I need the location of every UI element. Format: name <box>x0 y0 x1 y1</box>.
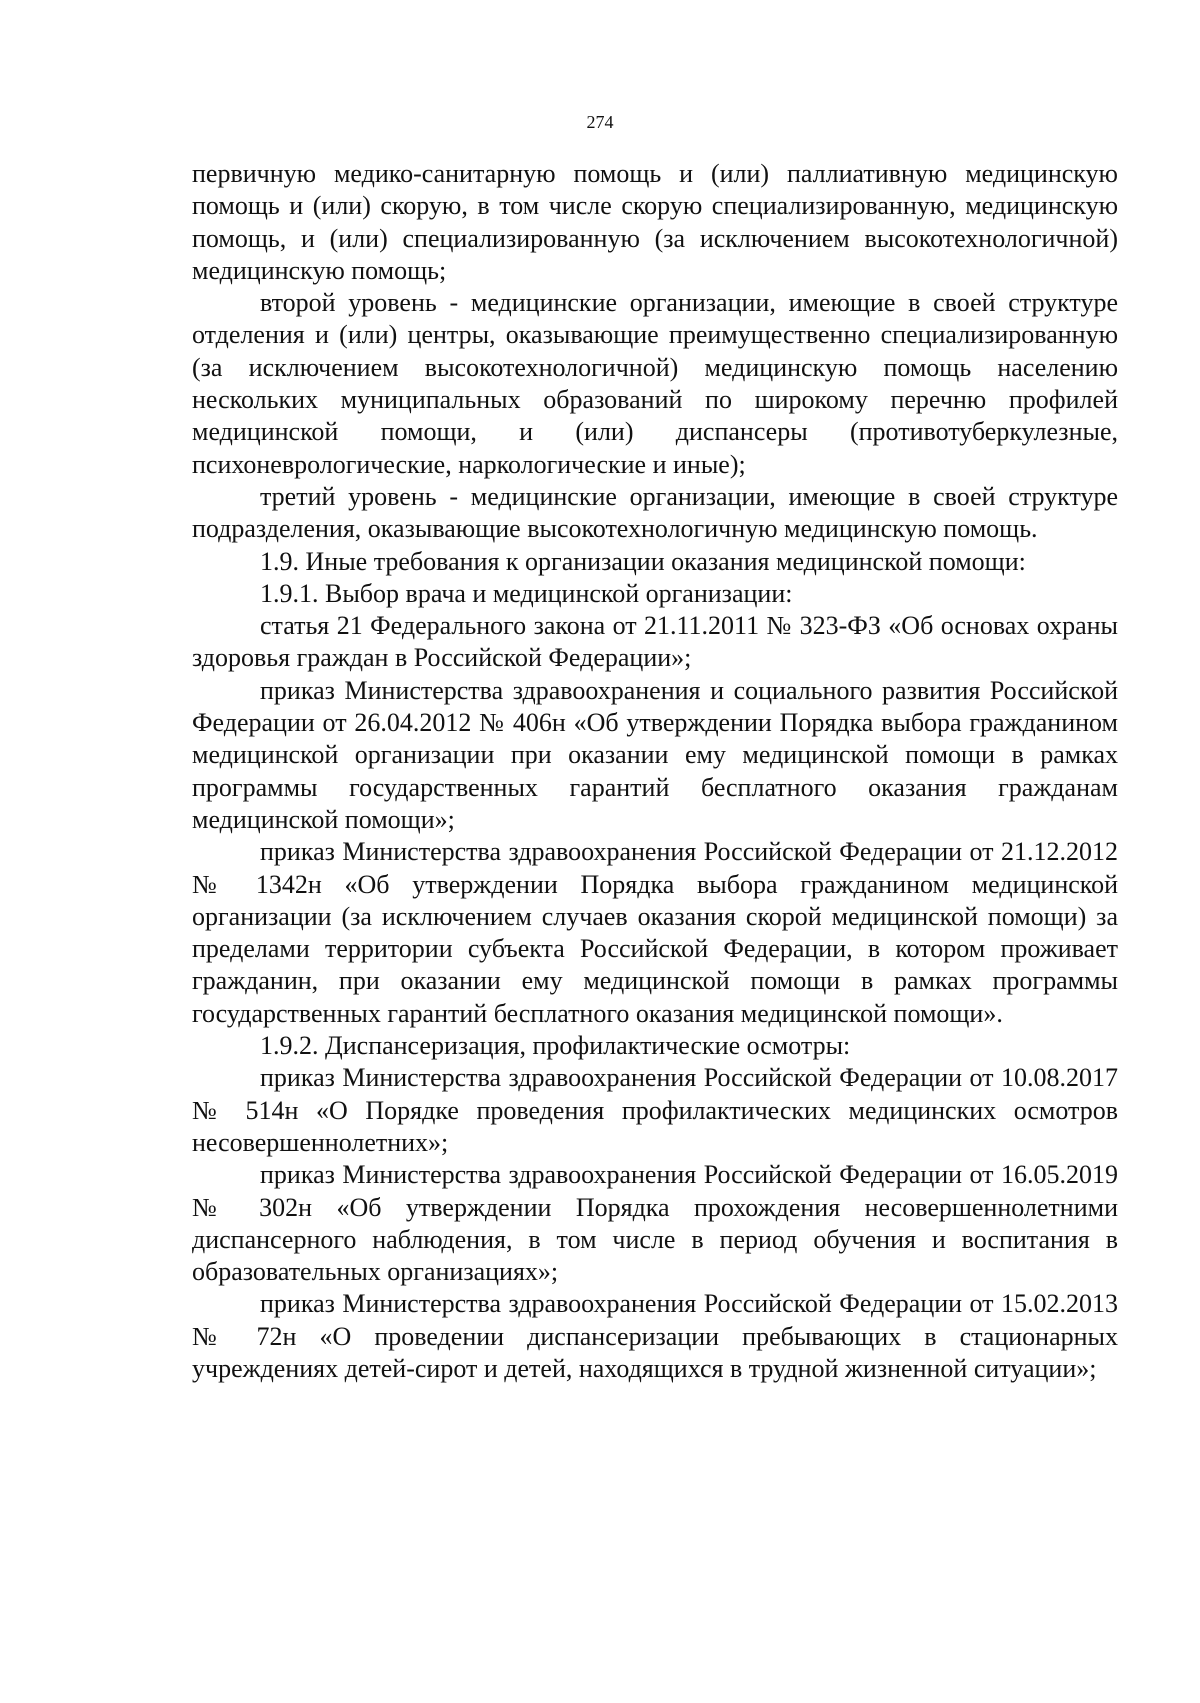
paragraph-third-level: третий уровень - медицинские организации, имеющие в своей структуре подразделения, оказывающие высокотехнологичную медицинскую помощь. <box>192 481 1118 544</box>
paragraph-federal-law-323: статья 21 Федерального закона от 21.11.2011 № 323-ФЗ «Об основах охраны здоровья граждан в Российской Федерации»; <box>192 611 1118 673</box>
paragraph-order-514n: приказ Министерства здравоохранения Российской Федерации от 10.08.2017 № 514н «О Порядке проведения профилактических медицинских осмотров несовершеннолетних»; <box>192 1063 1118 1157</box>
section-heading-1-9-1: 1.9.1. Выбор врача и медицинской организации: <box>260 578 793 608</box>
section-heading-1-9: 1.9. Иные требования к организации оказания медицинской помощи: <box>260 546 1026 576</box>
page-number: 274 <box>586 112 614 132</box>
paragraph-primary-care-continuation: первичную медико-санитарную помощь и (или) паллиативную медицинскую помощь и (или) скорую, в том числе скорую специализированную, медицинскую помощь, и (или) специализированную (за исключением высокотехнологичной) медицинскую помощь; <box>192 159 1118 285</box>
section-heading-1-9-2: 1.9.2. Диспансеризация, профилактические осмотры: <box>260 1031 851 1061</box>
paragraph-order-302n: приказ Министерства здравоохранения Российской Федерации от 16.05.2019 № 302н «Об утверждении Порядка прохождения несовершеннолетними диспансерного наблюдения, в том числе в период обучения и воспитания в образовательных организациях»; <box>192 1160 1118 1287</box>
document-body <box>192 158 1118 1385</box>
paragraph-order-406n: приказ Министерства здравоохранения и социального развития Российской Федерации от 26.04.2012 № 406н «Об утверждении Порядка выбора гражданином медицинской организации при оказании ему медицинской помощи в рамках программы государственных гарантий бесплатного оказания гражданам медицинской помощи»; <box>192 675 1118 834</box>
paragraph-order-1342n: приказ Министерства здравоохранения Российской Федерации от 21.12.2012 № 1342н «Об утверждении Порядка выбора гражданином медицинской организации (за исключением случаев оказания скорой медицинской помощи) за пределами территории субъекта Российской Федерации, в котором проживает гражданин, при оказании ему медицинской помощи в рамках программы государственных гарантий бесплатного оказания медицинской помощи». <box>192 837 1118 1028</box>
paragraph-order-72n: приказ Министерства здравоохранения Российской Федерации от 15.02.2013 № 72н «О проведении диспансеризации пребывающих в стационарных учреждениях детей-сирот и детей, находящихся в трудной жизненной ситуации»; <box>192 1289 1118 1383</box>
paragraph-second-level: второй уровень - медицинские организации, имеющие в своей структуре отделения и (или) центры, оказывающие преимущественно специализированную (за исключением высокотехнологичной) медицинскую помощь населению нескольких муниципальных образований по широкому перечню профилей медицинской помощи, и (или) диспансеры (противотуберкулезные, психоневрологические, наркологические и иные); <box>192 288 1118 479</box>
